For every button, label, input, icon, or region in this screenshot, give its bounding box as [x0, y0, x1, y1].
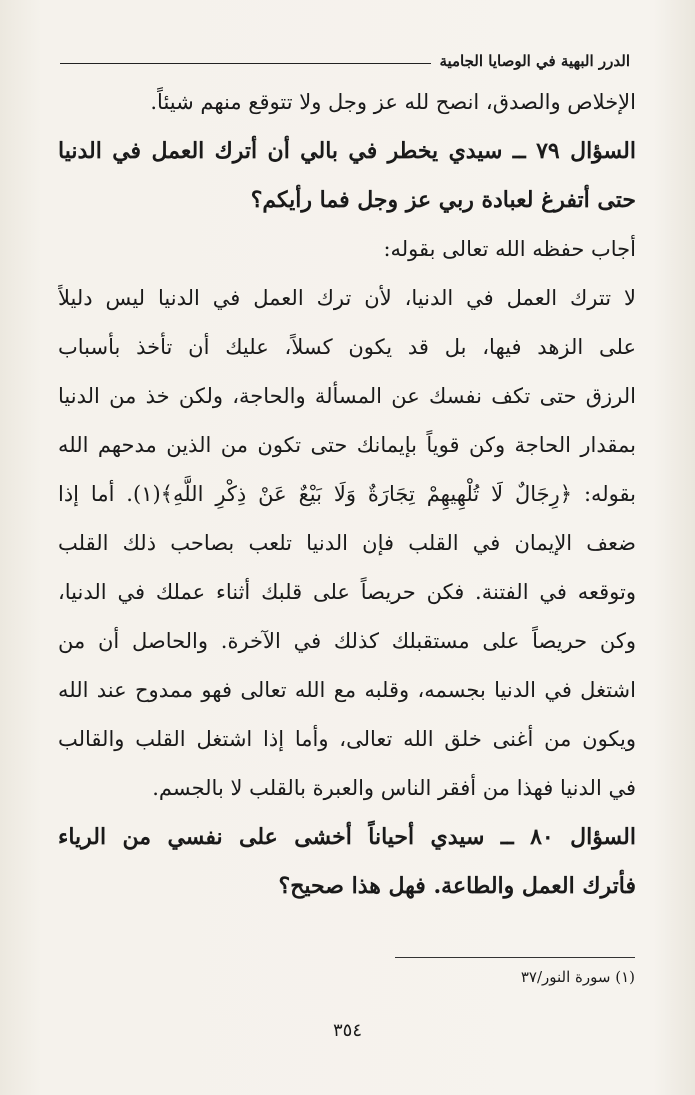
main-text	[58, 78, 636, 911]
footnote-rule	[395, 957, 635, 958]
footnote: (١) سورة النور/٣٧	[520, 968, 635, 986]
question-80-line: السؤال ٨٠ ــ سيدي أحياناً أخشى على نفسي من الرياء	[58, 824, 636, 850]
text-line: على الزهد فيها، بل قد يكون كسلاً، عليك أن تأخذ بأسباب	[58, 335, 636, 359]
text-line: ضعف الإيمان في القلب فإن الدنيا تلعب بصاحب ذلك القلب	[58, 531, 636, 555]
quran-quote-line: بقوله: ﴿رِجَالٌ لَا تُلْهِيهِمْ تِجَارَةٌ وَلَا بَيْعٌ عَنْ ذِكْرِ اللَّهِ﴾(١). أما إذا	[58, 482, 636, 506]
text-line: وتوقعه في الفتنة. فكن حريصاً على قلبك أثناء عملك في الدنيا،	[58, 580, 636, 604]
header-rule	[60, 63, 431, 64]
page-number: ٣٥٤	[332, 1020, 362, 1041]
text-line: في الدنيا فهذا من أفقر الناس والعبرة بالقلب لا بالجسم.	[152, 776, 636, 800]
text-line: الرزق حتى تكف نفسك عن المسألة والحاجة، ولكن خذ من الدنيا	[58, 384, 636, 408]
header-title: الدرر البهية في الوصايا الجامية	[439, 52, 630, 70]
text-line: اشتغل في الدنيا بجسمه، وقلبه مع الله تعالى فهو ممدوح عند الله	[58, 678, 636, 702]
question-79-line: حتى أتفرغ لعبادة ربي عز وجل فما رأيكم؟	[250, 187, 636, 213]
text-line: بمقدار الحاجة وكن قوياً بإيمانك حتى تكون من الذين مدحهم الله	[58, 433, 636, 457]
running-header	[60, 46, 630, 70]
text-line: الإخلاص والصدق، انصح لله عز وجل ولا تتوقع منهم شيئاً.	[150, 90, 636, 114]
text-line: ويكون من أغنى خلق الله تعالى، وأما إذا اشتغل القلب والقالب	[58, 727, 636, 751]
answer-intro: أجاب حفظه الله تعالى بقوله:	[383, 237, 636, 261]
text-line: لا تترك العمل في الدنيا، لأن ترك العمل في الدنيا ليس دليلاً	[58, 286, 636, 310]
question-79-line: السؤال ٧٩ ــ سيدي يخطر في بالي أن أترك العمل في الدنيا	[58, 138, 636, 164]
question-80-line: فأترك العمل والطاعة. فهل هذا صحيح؟	[278, 873, 636, 899]
text-line: وكن حريصاً على مستقبلك كذلك في الآخرة. والحاصل أن من	[58, 629, 636, 653]
